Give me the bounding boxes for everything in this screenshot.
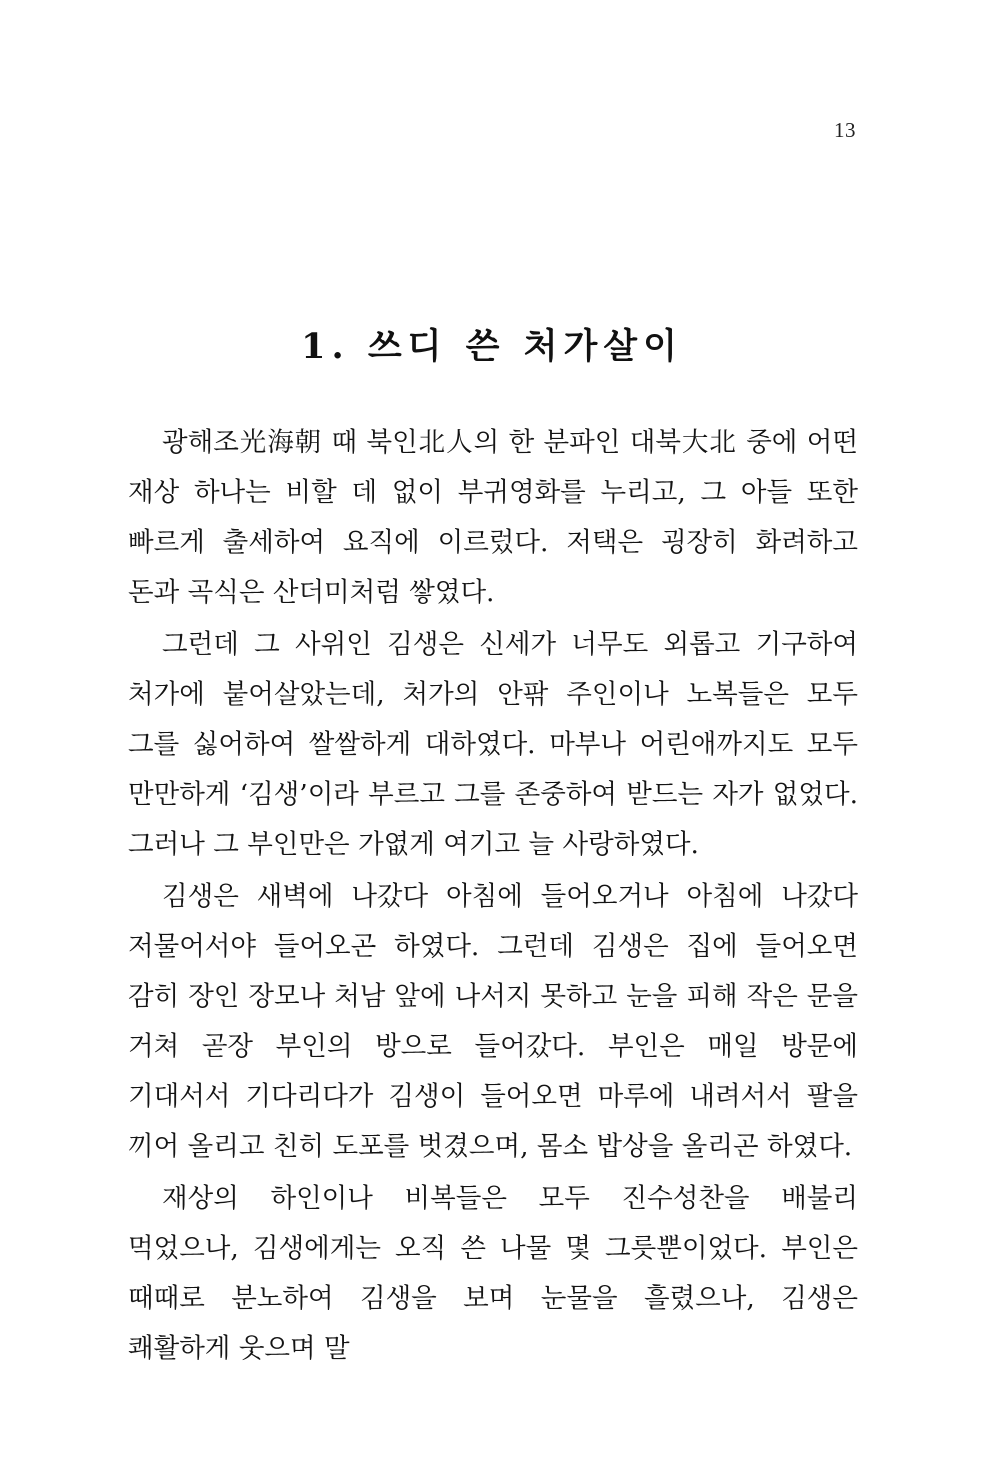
paragraph: 재상의 하인이나 비복들은 모두 진수성찬을 배불리 먹었으나, 김생에게는 오직 쓴 나물 몇 그릇뿐이었다. 부인은 때때로 분노하여 김생을 보며 눈물을 흘렸으나, 김생은 쾌활하게 웃으며 말	[128, 1183, 858, 1364]
chapter-title: 1. 쓰디 쓴 처가살이	[301, 326, 683, 368]
paragraph: 그런데 그 사위인 김생은 신세가 너무도 외롭고 기구하여 처가에 붙어살았는데, 처가의 안팎 주인이나 노복들은 모두 그를 싫어하여 쌀쌀하게 대하였다. 마부나 어린애까지도 모두 만만하게 ‘김생’이라 부르고 그를 존중하여 받드는 자가 없었다. 그러나 그 부인만은 가엾게 여기고 늘 사랑하였다.	[128, 629, 858, 860]
body-text	[128, 418, 858, 1374]
paragraph: 광해조光海朝 때 북인北人의 한 분파인 대북大北 중에 어떤 재상 하나는 비할 데 없이 부귀영화를 누리고, 그 아들 또한 빠르게 출세하여 요직에 이르렀다. 저택은 굉장히 화려하고 돈과 곡식은 산더미처럼 쌓였다.	[128, 427, 858, 608]
page-number: 13	[834, 118, 856, 142]
paragraph: 김생은 새벽에 나갔다 아침에 들어오거나 아침에 나갔다 저물어서야 들어오곤 하였다. 그런데 김생은 집에 들어오면 감히 장인 장모나 처남 앞에 나서지 못하고 눈을 피해 작은 문을 거쳐 곧장 부인의 방으로 들어갔다. 부인은 매일 방문에 기대서서 기다리다가 김생이 들어오면 마루에 내려서서 팔을 끼어 올리고 친히 도포를 벗겼으며, 몸소 밥상을 올리곤 하였다.	[128, 881, 858, 1162]
